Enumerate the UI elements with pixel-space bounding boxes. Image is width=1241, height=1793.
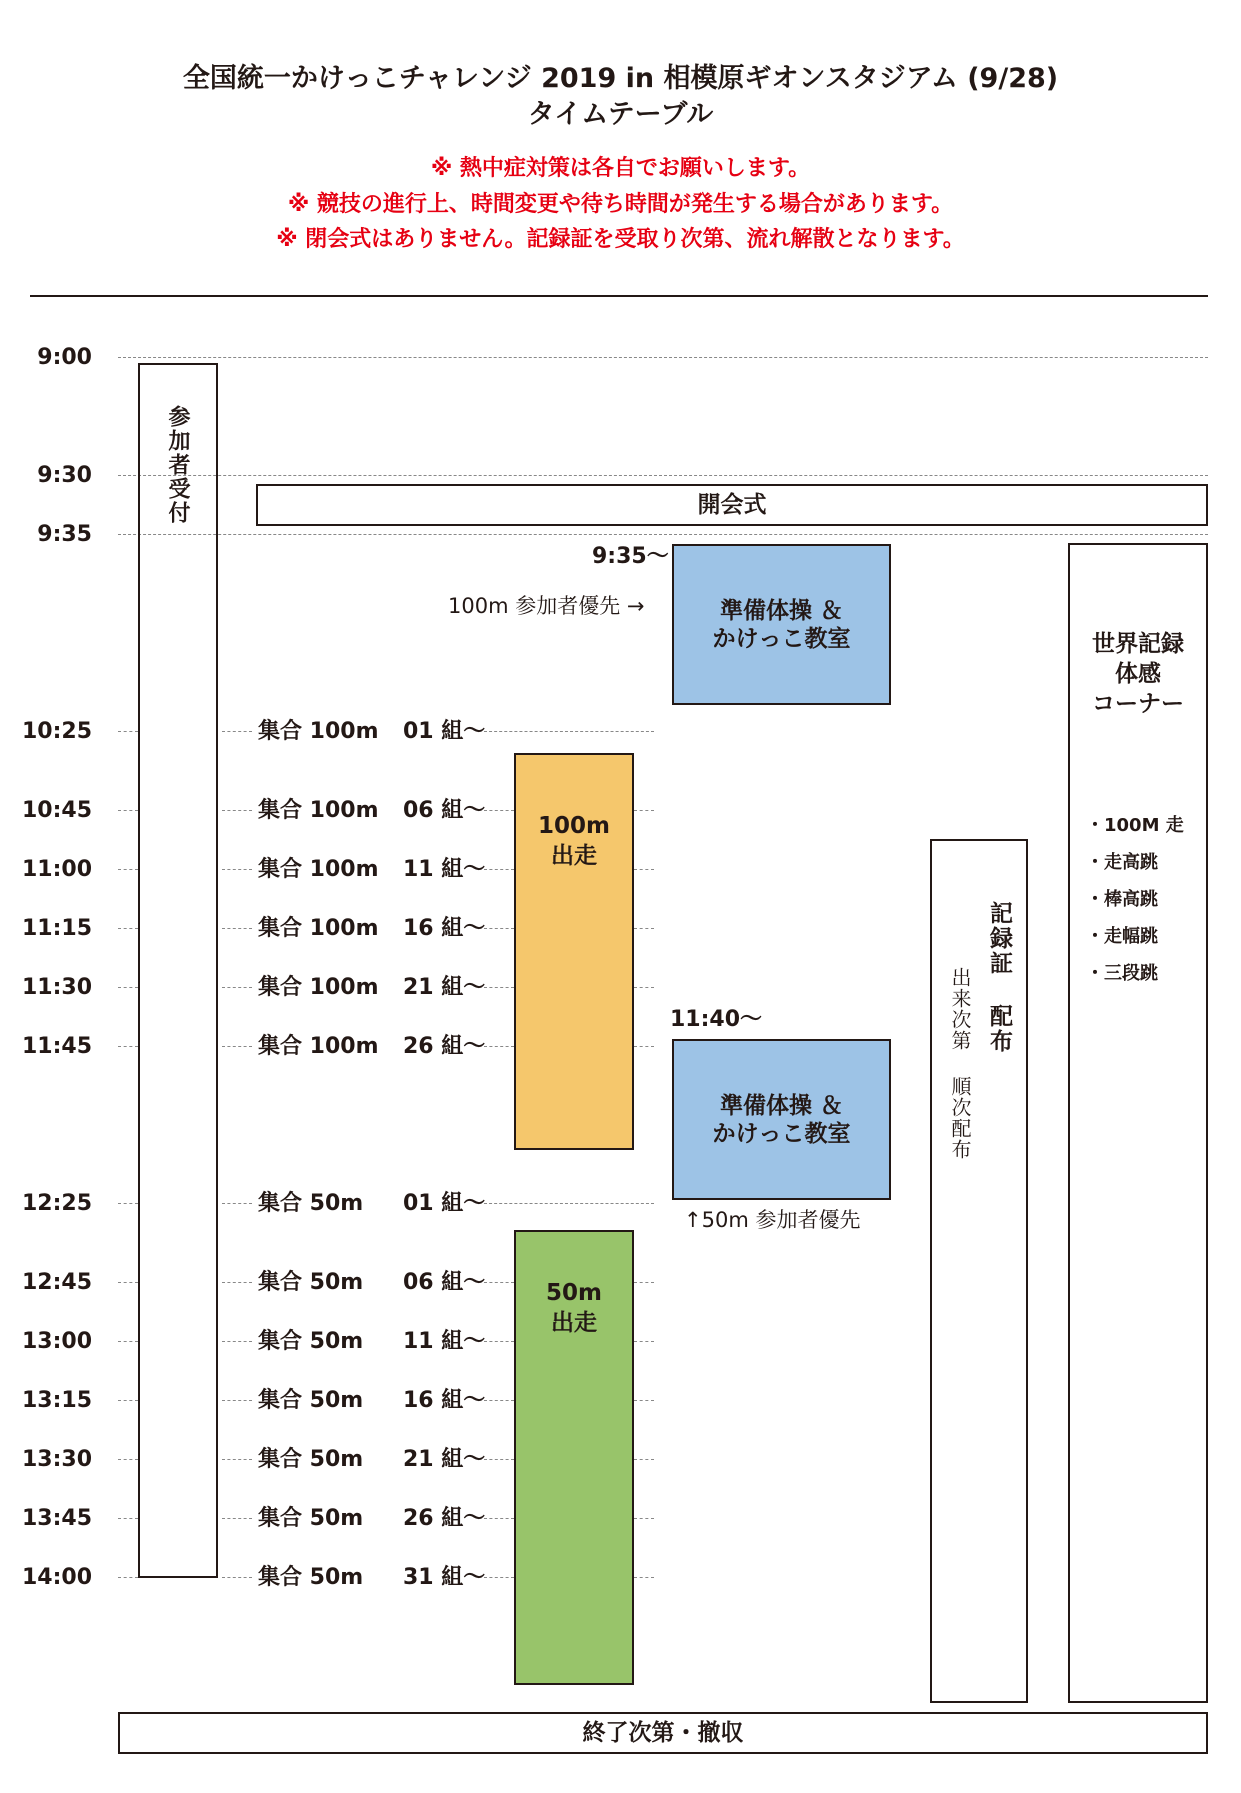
run-50m-box [514, 1230, 634, 1685]
list-item: ・100M 走 [1086, 815, 1184, 836]
tick [118, 1046, 138, 1047]
tick [484, 810, 514, 811]
tick [634, 1459, 654, 1460]
assembly-100m: 集合 100m 21 組〜 [258, 975, 486, 1000]
tick [484, 1400, 514, 1401]
tick [634, 1341, 654, 1342]
warmup1-priority: 100m 参加者優先 → [448, 594, 645, 618]
world-record-line3: コーナー [1092, 691, 1184, 717]
world-record-line2: 体感 [1115, 661, 1161, 687]
tick [484, 1046, 514, 1047]
opening-ceremony-label: 開会式 [697, 492, 767, 518]
opening-ceremony-box [256, 484, 1208, 526]
time-label: 11:15 [21, 916, 92, 941]
tick [118, 1459, 138, 1460]
tick [222, 810, 252, 811]
time-label: 11:30 [21, 975, 92, 1000]
tick [118, 987, 138, 988]
assembly-50m: 集合 50m 16 組〜 [258, 1388, 486, 1413]
reception-label: 参加者受付 [165, 405, 190, 525]
tick [634, 810, 654, 811]
tick [118, 869, 138, 870]
world-record-line1: 世界記録 [1092, 631, 1184, 657]
note-heatstroke: ※ 熱中症対策は各自でお願いします。 [430, 156, 811, 181]
tick [222, 987, 252, 988]
run-100m-box [514, 753, 634, 1150]
guide-line [222, 1577, 252, 1578]
warmup1-box [672, 544, 891, 705]
guide-line [118, 1203, 138, 1204]
assembly-50m: 集合 50m 11 組〜 [258, 1329, 486, 1354]
note-no-closing: ※ 閉会式はありません。記録証を受取り次第、流れ解散となります。 [276, 227, 965, 252]
certificate-title: 記録証 配布 [986, 901, 1012, 1054]
assembly-50m: 集合 50m 26 組〜 [258, 1506, 486, 1531]
reception-box [138, 363, 218, 1578]
tick [222, 1400, 252, 1401]
assembly-100m: 集合 100m 06 組〜 [258, 798, 486, 823]
run-100m-line2: 出走 [551, 843, 597, 869]
warmup1-line1: 準備体操 ＆ [719, 597, 843, 624]
run-100m-line1: 100m [538, 813, 610, 839]
list-item: ・走幅跳 [1086, 926, 1158, 947]
time-label: 13:00 [21, 1329, 92, 1354]
note-schedule-change: ※ 競技の進行上、時間変更や待ち時間が発生する場合があります。 [287, 192, 954, 217]
tick [634, 1282, 654, 1283]
time-label: 14:00 [21, 1565, 92, 1590]
time-label: 9:00 [37, 345, 92, 370]
tick [222, 928, 252, 929]
tick [222, 869, 252, 870]
guide-line [118, 475, 1208, 476]
certificate-box [930, 839, 1028, 1703]
warmup2-priority: ↑50m 参加者優先 [684, 1208, 861, 1232]
guide-line [634, 1577, 654, 1578]
list-item: ・三段跳 [1086, 963, 1158, 984]
guide-line [118, 731, 138, 732]
time-label: 9:35 [37, 522, 92, 547]
guide-line [118, 534, 1208, 535]
list-item: ・棒高跳 [1086, 889, 1158, 910]
warmup2-line2: かけっこ教室 [712, 1120, 851, 1147]
page-title: 全国統一かけっこチャレンジ 2019 in 相模原ギオンスタジアム (9/28) [182, 63, 1059, 94]
guide-line [222, 1203, 252, 1204]
time-label: 11:45 [21, 1034, 92, 1059]
tick [634, 1518, 654, 1519]
tick [634, 869, 654, 870]
tick [118, 1282, 138, 1283]
assembly-100m: 集合 100m 16 組〜 [258, 916, 486, 941]
tick [484, 928, 514, 929]
guide-line [484, 731, 654, 732]
world-record-event-list [1086, 807, 1184, 992]
tick [484, 987, 514, 988]
tick [634, 928, 654, 929]
tick [484, 1282, 514, 1283]
tick [222, 1459, 252, 1460]
tick [222, 1341, 252, 1342]
list-item: ・走高跳 [1086, 852, 1158, 873]
warmup1-line2: かけっこ教室 [712, 625, 851, 652]
warmup2-start-time: 11:40〜 [670, 1007, 763, 1032]
assembly-50m: 集合 50m 06 組〜 [258, 1270, 486, 1295]
page-subtitle: タイムテーブル [527, 99, 714, 130]
tick [118, 1341, 138, 1342]
tick [484, 869, 514, 870]
world-record-box [1068, 543, 1208, 1703]
tick [484, 1341, 514, 1342]
tick [222, 1046, 252, 1047]
time-label: 11:00 [21, 857, 92, 882]
run-50m-line1: 50m [546, 1280, 602, 1306]
tick [484, 1459, 514, 1460]
assembly-100m: 集合 100m 01 組〜 [258, 719, 486, 744]
tick [634, 1400, 654, 1401]
assembly-100m: 集合 100m 26 組〜 [258, 1034, 486, 1059]
guide-line [118, 357, 1208, 358]
time-label: 13:15 [21, 1388, 92, 1413]
tick [118, 810, 138, 811]
tick [634, 987, 654, 988]
assembly-50m: 集合 50m 21 組〜 [258, 1447, 486, 1472]
header-divider [30, 295, 1208, 297]
time-label: 9:30 [37, 463, 92, 488]
guide-line [484, 1203, 654, 1204]
tick [118, 1518, 138, 1519]
tick [222, 1282, 252, 1283]
time-label: 13:30 [21, 1447, 92, 1472]
time-label: 13:45 [21, 1506, 92, 1531]
assembly-50m: 集合 50m 01 組〜 [258, 1191, 486, 1216]
assembly-100m: 集合 100m 11 組〜 [258, 857, 486, 882]
tick [118, 928, 138, 929]
time-label: 12:45 [21, 1270, 92, 1295]
guide-line [118, 1577, 138, 1578]
teardown-label: 終了次第・撤収 [582, 1720, 744, 1746]
tick [118, 1400, 138, 1401]
time-label: 10:25 [21, 719, 92, 744]
warmup2-line1: 準備体操 ＆ [719, 1092, 843, 1119]
guide-line [222, 731, 252, 732]
warmup2-box [672, 1039, 891, 1200]
assembly-50m: 集合 50m 31 組〜 [258, 1565, 486, 1590]
tick [484, 1518, 514, 1519]
tick [222, 1518, 252, 1519]
guide-line [484, 1577, 514, 1578]
time-label: 12:25 [21, 1191, 92, 1216]
certificate-sub: 出来次第 順次配布 [948, 967, 972, 1160]
warmup1-start-time: 9:35〜 [592, 544, 669, 569]
run-50m-line2: 出走 [551, 1310, 597, 1336]
time-label: 10:45 [21, 798, 92, 823]
tick [634, 1046, 654, 1047]
teardown-box [118, 1712, 1208, 1754]
